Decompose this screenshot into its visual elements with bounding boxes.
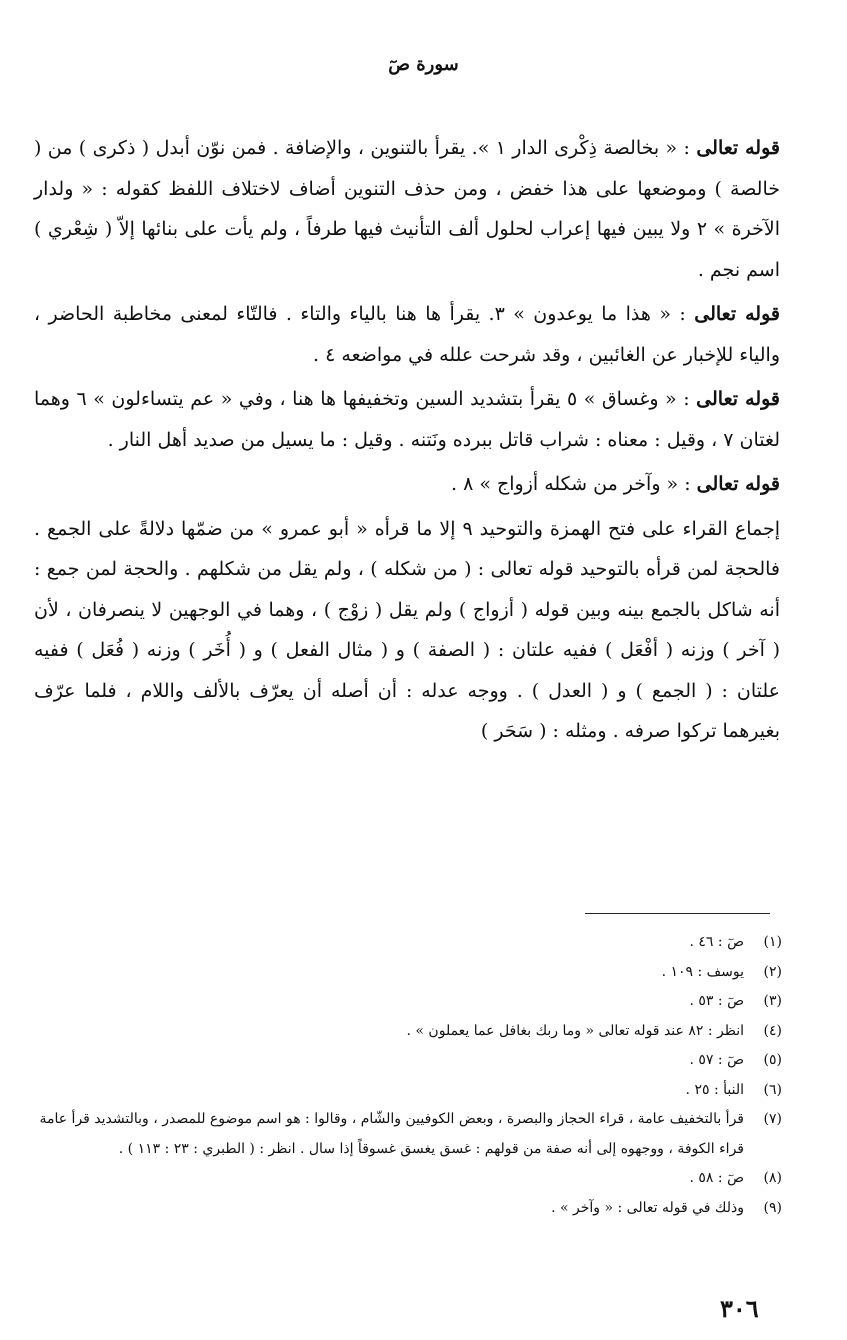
footnotes xyxy=(38,928,782,1223)
footnote xyxy=(38,987,782,1017)
footnote-number: (١) xyxy=(763,934,782,950)
footnote-text: انظر : ٨٢ عند قوله تعالى « وما ربك بغافل عما يعملون » . xyxy=(406,1022,744,1039)
footnote-text: يوسف : ١٠٩ . xyxy=(661,963,744,980)
footnote-text: صٓ : ٥٧ . xyxy=(689,1052,744,1068)
page-number: ٣٠٦ xyxy=(720,1294,759,1323)
footnote-number: (٧) xyxy=(763,1111,782,1127)
footnote-text: وذلك في قوله تعالى : « وآخر » . xyxy=(551,1199,744,1216)
paragraph-label: قوله تعالى xyxy=(694,303,780,325)
paragraph-text: : « بخالصة ذِكْرى الدار ١ ». يقرأ بالتنوين ، والإضافة . فمن نوّن أبدل ( ذكرى ) من ( خالصة ) وموضعها على هذا خفض ، ومن حذف التنوين أضاف لاختلاف اللفظ كقوله : « ولدار الآخرة » ٢ ولا يبين فيها إعراب لحلول ألف التأنيث فيها طرفاً ، ولم يأت على بنائها إلاّ ( شِعْري ) اسم نجم . xyxy=(34,137,780,281)
paragraph-text: : « وآخر من شكله أزواج » ٨ . xyxy=(450,473,691,495)
footnote-text: صٓ : ٥٣ . xyxy=(689,993,744,1009)
footnote-number: (٣) xyxy=(763,993,782,1009)
paragraph xyxy=(34,464,780,505)
footnote-number: (٩) xyxy=(763,1199,782,1216)
footnote xyxy=(38,1164,782,1194)
footnote xyxy=(38,1046,782,1076)
footnote-text: قرأ بالتخفيف عامة ، قراء الحجاز والبصرة ، وبعض الكوفيين والشّام ، وقالوا : هو اسم موضوع للمصدر ، وبالتشديد قرأ عامة قراء الكوفة ، ووجهوه إلى أنه صفة من قولهم : غسق يغسق غسوقاً إذا سال . انظر : ( الطبري : ٢٣ : ١١٣ ) . xyxy=(39,1111,744,1157)
footnote-text: صٓ : ٤٦ . xyxy=(689,934,744,950)
footnote xyxy=(38,928,782,958)
footnote xyxy=(38,1194,782,1224)
paragraph-label: قوله تعالى xyxy=(696,388,781,410)
paragraph-label: قوله تعالى xyxy=(696,473,780,495)
footnote-number: (٤) xyxy=(763,1022,782,1039)
footnote xyxy=(38,1076,782,1106)
paragraph-text: : « هذا ما يوعدون » ٣. يقرأ ها هنا بالياء والتاء . فالتّاء لمعنى مخاطبة الحاضر ، والياء للإخبار عن الغائبين ، وقد شرحت علله في مواضعه ٤ . xyxy=(34,303,780,366)
footnote-number: (٥) xyxy=(763,1052,782,1068)
paragraph-text: إجماع القراء على فتح الهمزة والتوحيد ٩ إلا ما قرأه « أبو عمرو » من ضمّها دلالةً على الجمع . فالحجة لمن قرأه بالتوحيد قوله تعالى : ( من شكله ) ، ولم يقل من شكلهم . والحجة لمن جمع : أنه شاكل بالجمع بينه وبين قوله ( أزواج ) ولم يقل ( زوْج ) ، وهما في الوجهين لا ينصرفان ، لأن ( آخر ) وزنه ( أفْعَل ) ففيه علتان : ( الصفة ) و ( مثال الفعل ) و ( أُخَر ) وزنه ( فُعَل ) ففيه علتان : ( الجمع ) و ( العدل ) . ووجه عدله : أن أصله أن يعرّف بالألف واللام ، فلما عرّف بغيرهما تركوا صرفه . ومثله : ( سَحَر ) xyxy=(34,517,780,742)
footnote-number: (٦) xyxy=(763,1081,782,1098)
footnote-separator xyxy=(585,913,770,914)
footnote-number: (٨) xyxy=(763,1170,782,1186)
paragraph xyxy=(34,128,780,290)
paragraph xyxy=(34,379,780,460)
page-title: سورة صٓ xyxy=(388,54,459,75)
footnote-text: النبأ : ٢٥ . xyxy=(685,1081,744,1098)
footnote xyxy=(38,1105,782,1164)
footnote-text: صٓ : ٥٨ . xyxy=(689,1170,744,1186)
paragraph-label: قوله تعالى xyxy=(696,137,780,159)
paragraph xyxy=(34,294,780,375)
footnote-number: (٢) xyxy=(763,963,782,980)
paragraph-text: : « وغساق » ٥ يقرأ بتشديد السين وتخفيفها ها هنا ، وفي « عم يتساءلون » ٦ وهما لغتان ٧ ، وقيل : معناه : شراب قاتل ببرده ونَتنه . وقيل : ما يسيل من صديد أهل النار . xyxy=(34,388,780,451)
footnote xyxy=(38,958,782,988)
paragraph xyxy=(34,509,780,752)
footnote xyxy=(38,1017,782,1047)
main-text xyxy=(34,128,780,756)
